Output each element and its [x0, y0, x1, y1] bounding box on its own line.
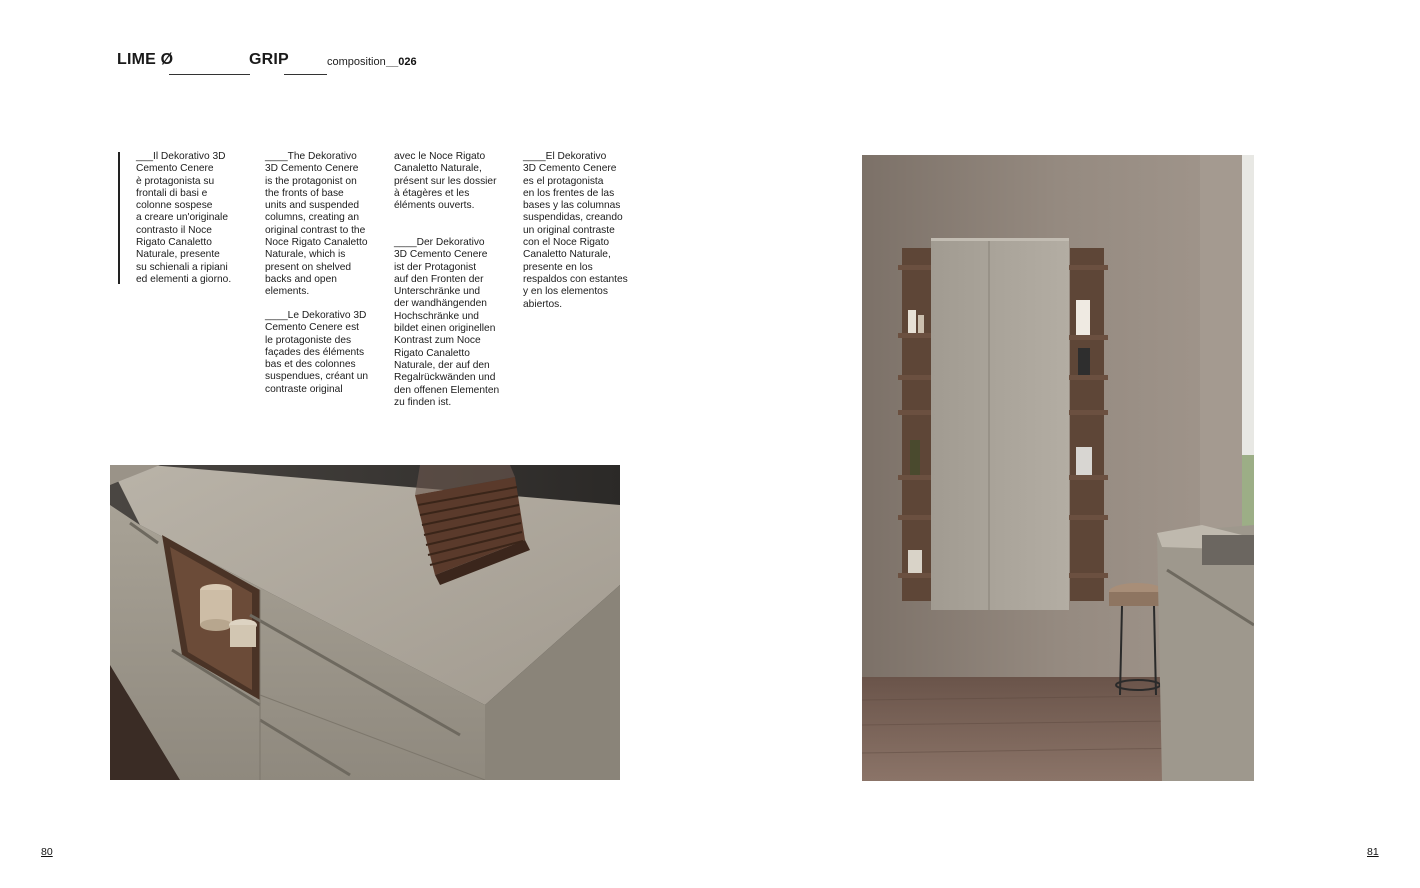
- page-number-right: 81: [1367, 846, 1379, 858]
- italian-text: ___Il Dekorativo 3D Cemento Cenere è protagonista su frontali di basi e colonne sospese a creare un'originale contrasto il Noce Rigato Canaletto Naturale, presente su schienali a ripiani ed elementi a giorno.: [136, 151, 232, 285]
- page-number-left: 80: [41, 846, 53, 858]
- italian-text-bar: [118, 152, 120, 284]
- brand-grip: GRIP: [249, 51, 289, 68]
- wall-column-unit-photo: [862, 155, 1254, 781]
- french-text-continued: avec le Noce Rigato Canaletto Naturale, présent sur les dossier à étagères et les éléments ouverts.: [394, 151, 497, 212]
- french-text: ____Le Dekorativo 3D Cemento Cenere est le protagoniste des façades des éléments bas et des colonnes suspendues, créant un contraste original: [265, 310, 369, 395]
- composition-label: composition: [327, 56, 386, 68]
- spanish-text: ____El Dekorativo 3D Cemento Cenere es el protagonista en los frentes de las bases y las columnas suspendidas, creando un original contraste con el Noce Rigato Canaletto Naturale, presente en los respaldos con estantes y en los elementos abiertos.: [523, 151, 628, 310]
- composition-number: __026: [386, 56, 417, 68]
- header-rule-2: [284, 74, 327, 75]
- header-rule-1: [169, 74, 250, 75]
- german-text: ____Der Dekorativo 3D Cemento Cenere ist der Protagonist auf den Fronten der Unterschränke und der wandhängenden Hochschränke und bildet einen originellen Kontrast zum Noce Rigato Canaletto Naturale, der auf den Regalrückwänden und den offenen Elementen zu finden ist.: [394, 237, 500, 408]
- brand-lime: LIME Ø: [117, 51, 174, 68]
- kitchen-base-unit-photo: [110, 465, 620, 780]
- english-text: ____The Dekorativo 3D Cemento Cenere is the protagonist on the fronts of base units and suspended columns, creating an original contrast to the Noce Rigato Canaletto Naturale, which is present on shelved backs and open elements.: [265, 151, 368, 298]
